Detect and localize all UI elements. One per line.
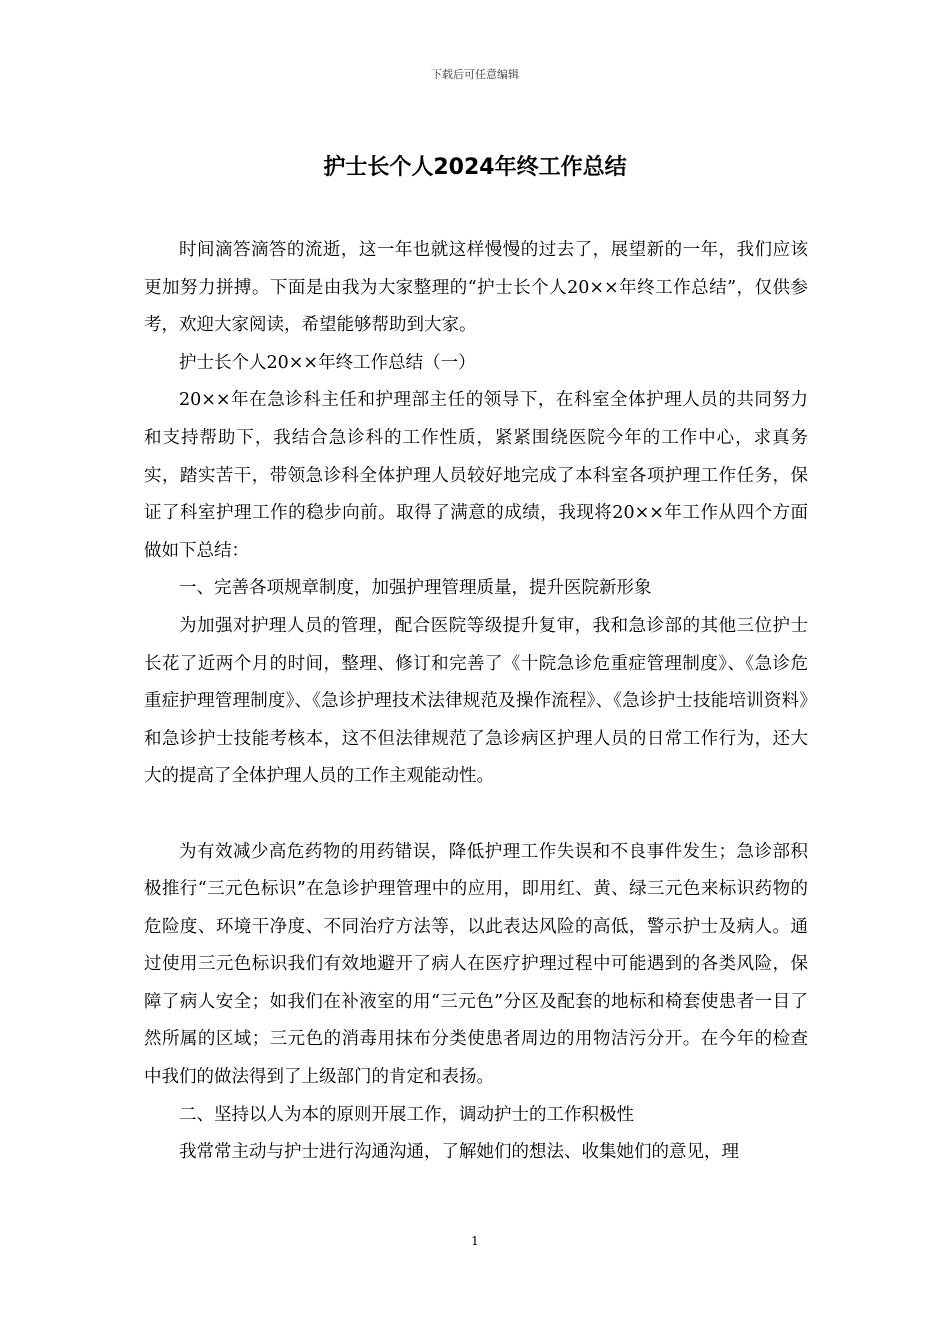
section-title-part-one: 护士长个人20××年终工作总结（一） xyxy=(179,352,476,373)
summary-paragraph: 20××年在急诊科主任和护理部主任的领导下，在科室全体护理人员的共同努力和支持帮助下，我结合急诊科的工作性质，紧紧围绕医院今年的工作中心，求真务实，踏实苦干，带领急诊科全体护理人员较好地完成了本科室各项护理工作任务，保证了科室护理工作的稳步向前。取得了满意的成绩，我现将20××年工作从四个方面做如下总结： xyxy=(144,390,808,561)
page-number: 1 xyxy=(471,1234,479,1248)
document-title: 护士长个人2024年终工作总结 xyxy=(323,155,627,180)
paragraph-gap xyxy=(144,796,808,834)
download-note: 下载后可任意编辑 xyxy=(431,68,519,81)
heading-one: 一、完善各项规章制度，加强护理管理质量，提升医院新形象 xyxy=(179,578,652,599)
communication-paragraph: 我常常主动与护士进行沟通沟通，了解她们的想法、收集她们的意见，理 xyxy=(179,1142,739,1163)
rules-paragraph: 为加强对护理人员的管理，配合医院等级提升复审，我和急诊部的其他三位护士长花了近两个月的时间，整理、修订和完善了《十院急诊危重症管理制度》、《急诊危重症护理管理制度》、《急诊护理技术法律规范及操作流程》、《急诊护士技能培训资料》和急诊护士技能考核本，这不但法律规范了急诊病区护理人员的日常工作行为，还大大的提高了全体护理人员的工作主观能动性。 xyxy=(144,615,808,787)
document-body xyxy=(144,232,808,1172)
color-label-paragraph: 为有效减少高危药物的用药错误，降低护理工作失误和不良事件发生；急诊部积极推行“三元色标识”在急诊护理管理中的应用，即用红、黄、绿三元色来标识药物的危险度、环境干净度、不同治疗方法等，以此表达风险的高低，警示护士及病人。通过使用三元色标识我们有效地避开了病人在医疗护理过程中可能遇到的各类风险，保障了病人安全；如我们在补液室的用“三元色”分区及配套的地标和椅套使患者一目了然所属的区域；三元色的消毒用抹布分类使患者周边的用物洁污分开。在今年的检查中我们的做法得到了上级部门的肯定和表扬。 xyxy=(144,841,808,1088)
intro-paragraph: 时间滴答滴答的流逝，这一年也就这样慢慢的过去了，展望新的一年，我们应该更加努力拼搏。下面是由我为大家整理的“护士长个人20××年终工作总结”，仅供参考，欢迎大家阅读，希望能够帮助到大家。 xyxy=(144,240,808,336)
heading-two: 二、坚持以人为本的原则开展工作，调动护士的工作积极性 xyxy=(179,1104,634,1125)
